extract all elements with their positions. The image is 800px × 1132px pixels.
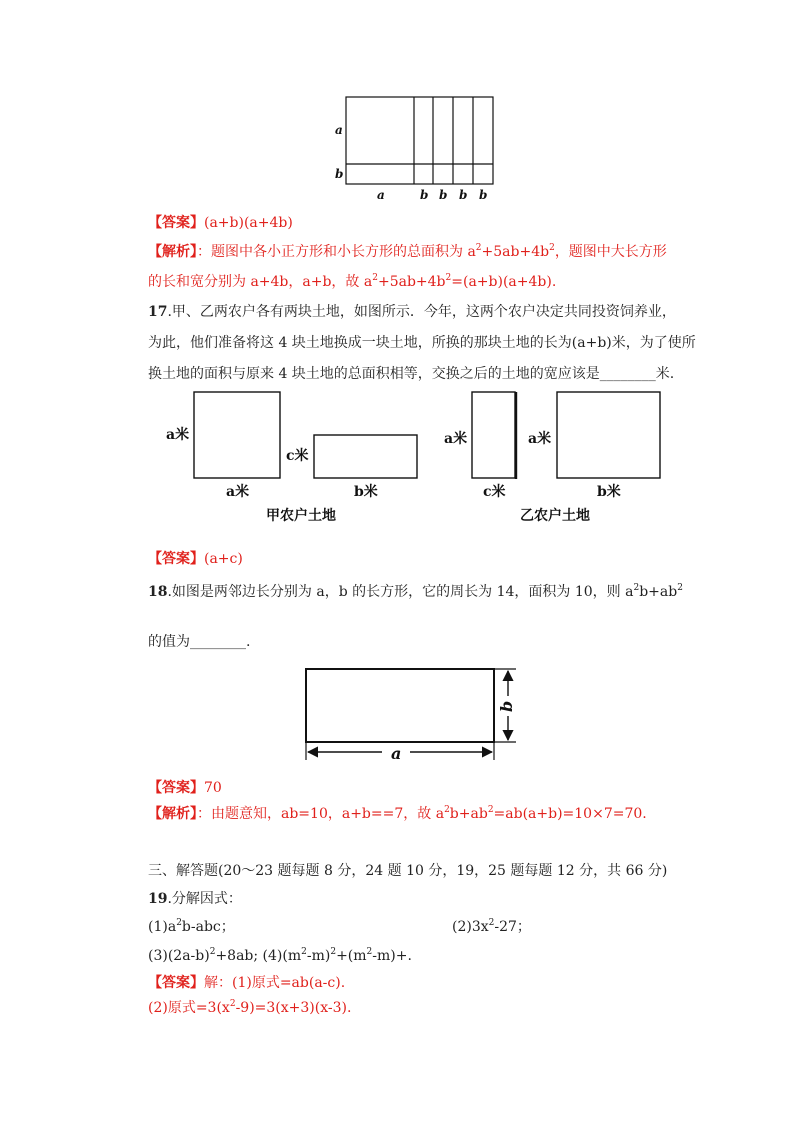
fig16-label-b3: b xyxy=(459,188,468,202)
answer-text: -9)=3(x+3)(x-3). xyxy=(235,1000,352,1016)
question-text: (2)3x xyxy=(452,919,489,935)
fig16-label-b1: b xyxy=(420,188,429,202)
figure-17 xyxy=(160,385,670,530)
q17-line2: 为此，他们准备将这 4 块土地换成一块土地，所换的那块土地的长为(a+b)米，为了使所 xyxy=(148,335,696,351)
fig17-label-a-yi2: a米 xyxy=(528,431,552,447)
q16-analysis-line1 xyxy=(148,242,667,262)
figure-18 xyxy=(298,662,523,767)
question-text: +8ab; (4)(m xyxy=(215,948,302,964)
q18-line1 xyxy=(148,582,683,602)
q19-answer-line1 xyxy=(148,973,345,993)
fig17-label-c-yi: c米 xyxy=(483,484,506,500)
analysis-text: ：题图中各小正方形和小长方形的总面积为 a xyxy=(197,244,476,260)
q18-analysis xyxy=(148,804,647,824)
superscript: 2 xyxy=(633,583,640,593)
fig16-label-b2: b xyxy=(439,188,448,202)
superscript: 2 xyxy=(549,243,555,253)
answer-text: (a+b)(a+4b) xyxy=(204,215,293,231)
q19-part1 xyxy=(148,917,235,937)
question-number: 17 xyxy=(148,304,168,320)
fig17-caption-yi: 乙农户土地 xyxy=(520,508,590,524)
superscript: 2 xyxy=(229,999,236,1009)
fig17-label-b-yi: b米 xyxy=(597,484,621,500)
answer-tag: 【答案】 xyxy=(148,215,204,231)
answer-text: (a+c) xyxy=(204,551,243,567)
fig16-label-a-side: a xyxy=(335,123,343,137)
fig16-label-b4: b xyxy=(479,188,488,202)
question-number: 19 xyxy=(148,891,168,907)
question-text: +(m xyxy=(336,948,367,964)
answer-text: (2)原式=3(x xyxy=(148,1000,230,1016)
question-text: -27； xyxy=(494,919,531,935)
figure-16 xyxy=(330,90,505,205)
fig17-label-b-jia: b米 xyxy=(354,484,378,500)
q16-answer xyxy=(148,213,293,233)
q17-line1 xyxy=(148,302,676,322)
question-text: .分解因式： xyxy=(167,891,242,907)
superscript: 2 xyxy=(372,273,378,283)
question-text: -m)+. xyxy=(372,948,412,964)
answer-tag: 【答案】 xyxy=(148,551,204,567)
q19-part2 xyxy=(452,917,531,937)
analysis-text: =(a+b)(a+4b). xyxy=(451,274,557,290)
q18-line2: 的值为________. xyxy=(148,634,251,650)
superscript: 2 xyxy=(677,583,683,593)
superscript: 2 xyxy=(487,805,494,815)
answer-text: 解：(1)原式=ab(a-c). xyxy=(204,975,346,991)
q19-part3-4 xyxy=(148,946,412,966)
q18-answer xyxy=(148,778,222,798)
analysis-tag: 【解析】 xyxy=(148,806,197,822)
fig17-yi-wide-rect xyxy=(557,392,660,478)
fig17-label-a-jia-bottom: a米 xyxy=(226,484,250,500)
fig18-rect xyxy=(306,669,494,742)
superscript: 2 xyxy=(330,947,337,957)
question-text: b+ab xyxy=(639,584,678,600)
fig17-label-a-yi1: a米 xyxy=(444,431,468,447)
q16-analysis-line2 xyxy=(148,272,556,292)
analysis-text: b+ab xyxy=(449,806,488,822)
fig17-caption-jia: 甲农户土地 xyxy=(266,508,336,524)
fig18-label-b: b xyxy=(497,700,516,712)
analysis-text: +5ab+4b xyxy=(481,244,550,260)
superscript: 2 xyxy=(176,918,182,928)
section-3-heading: 三、解答题(20～23 题每题 8 分，24 题 10 分，19，25 题每题 12 分，共 66 分) xyxy=(148,863,668,879)
analysis-text: 的长和宽分别为 a+4b，a+b，故 a xyxy=(148,274,373,290)
answer-text: 70 xyxy=(204,780,222,796)
analysis-text: ，题图中大长方形 xyxy=(554,244,667,260)
superscript: 2 xyxy=(301,947,307,957)
fig16-label-a-bottom: a xyxy=(377,188,385,202)
analysis-text: +5ab+4b xyxy=(377,274,446,290)
analysis-tag: 【解析】 xyxy=(148,244,197,260)
question-text: (1)a xyxy=(148,919,177,935)
question-text: b-abc； xyxy=(181,919,235,935)
answer-tag: 【答案】 xyxy=(148,975,204,991)
question-text: -m) xyxy=(306,948,331,964)
fig16-outer-rect xyxy=(346,97,493,184)
q17-answer xyxy=(148,549,243,569)
fig17-label-a-jia: a米 xyxy=(166,427,190,443)
fig17-label-c-jia: c米 xyxy=(286,448,309,464)
fig16-label-b-side: b xyxy=(335,167,344,181)
fig17-yi-narrow-rect xyxy=(472,392,515,478)
superscript: 2 xyxy=(209,947,216,957)
superscript: 2 xyxy=(488,918,495,928)
fig17-jia-rect xyxy=(314,435,417,478)
analysis-text: =ab(a+b)=10×7=70. xyxy=(493,806,647,822)
q19-title xyxy=(148,889,242,909)
superscript: 2 xyxy=(444,805,450,815)
answer-tag: 【答案】 xyxy=(148,780,204,796)
fig17-jia-square xyxy=(194,392,280,478)
superscript: 2 xyxy=(366,947,373,957)
superscript: 2 xyxy=(475,243,482,253)
question-number: 18 xyxy=(148,584,168,600)
q17-line3: 换土地的面积与原来 4 块土地的总面积相等，交换之后的土地的宽应该是________米. xyxy=(148,366,675,382)
fig18-label-a: a xyxy=(391,744,402,763)
analysis-text: ：由题意知，ab=10，a+b==7，故 a xyxy=(197,806,445,822)
superscript: 2 xyxy=(445,273,452,283)
question-text: .甲、乙两农户各有两块土地，如图所示．今年，这两个农户决定共同投资饲养业， xyxy=(167,304,676,320)
question-text: .如图是两邻边长分别为 a，b 的长方形，它的周长为 14，面积为 10，则 a xyxy=(167,584,634,600)
q19-answer-line2 xyxy=(148,998,351,1018)
question-text: (3)(2a-b) xyxy=(148,948,210,964)
